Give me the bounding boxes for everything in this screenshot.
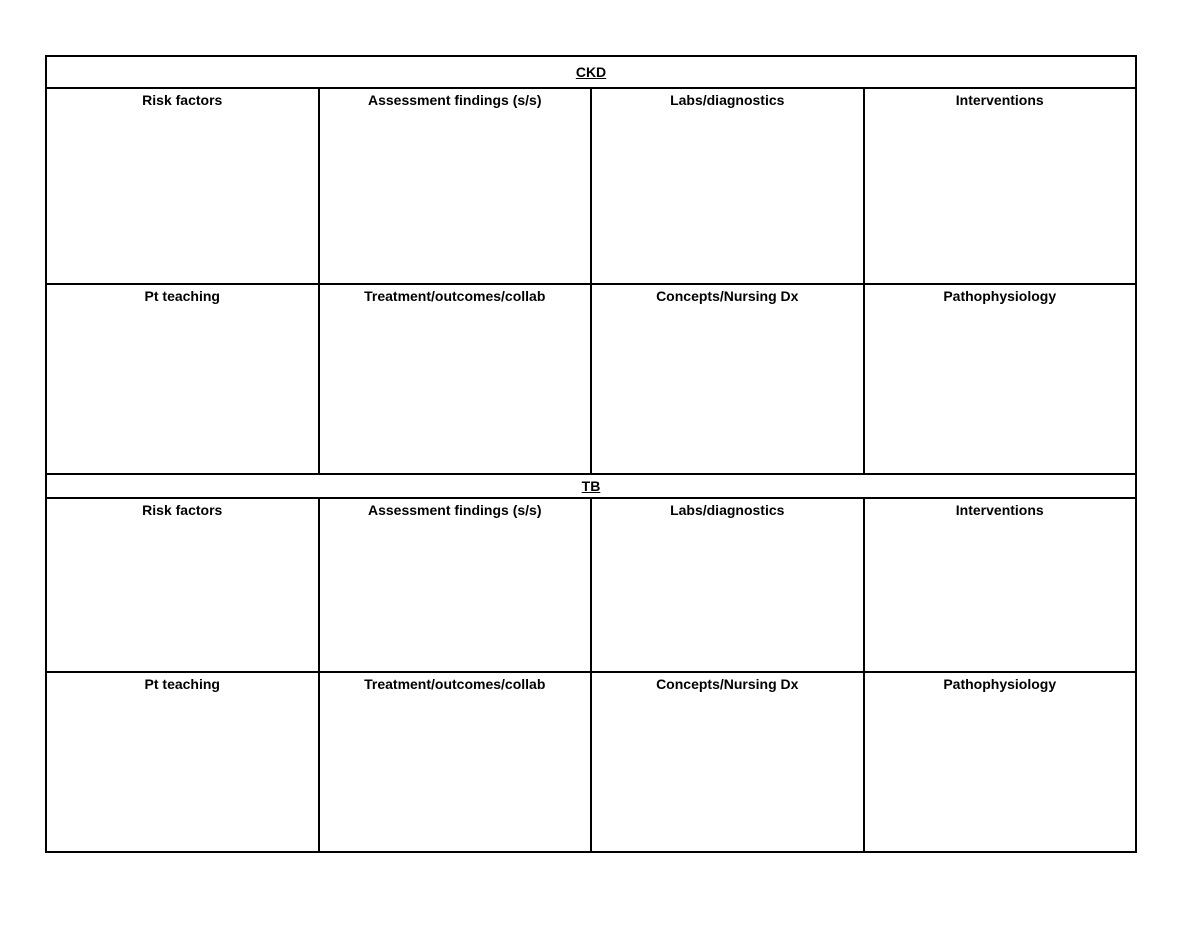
cell-risk-factors[interactable]: [46, 498, 319, 672]
section-row-bottom: [46, 672, 1136, 852]
section-row-top: [46, 88, 1136, 284]
cell-heading: Pt teaching: [144, 676, 220, 692]
cell-heading: Risk factors: [142, 92, 223, 108]
section-title-ckd: CKD: [46, 56, 1136, 88]
cell-concepts-nursing-dx[interactable]: [591, 672, 864, 852]
cell-heading: Assessment findings (s/s): [368, 502, 542, 518]
cell-interventions[interactable]: [864, 498, 1137, 672]
cell-heading: Concepts/Nursing Dx: [656, 288, 799, 304]
section-title-tb: TB: [46, 474, 1136, 498]
cell-heading: Treatment/outcomes/collab: [364, 676, 546, 692]
cell-assessment-findings[interactable]: [319, 88, 592, 284]
cell-pt-teaching[interactable]: [46, 284, 319, 474]
cell-heading: Concepts/Nursing Dx: [656, 676, 799, 692]
section-row-bottom: [46, 284, 1136, 474]
cell-treatment-outcomes[interactable]: [319, 284, 592, 474]
cell-labs-diagnostics[interactable]: [591, 498, 864, 672]
cell-heading: Risk factors: [142, 502, 223, 518]
cell-heading: Assessment findings (s/s): [368, 92, 542, 108]
cell-pathophysiology[interactable]: [864, 672, 1137, 852]
section-row-top: [46, 498, 1136, 672]
cell-concepts-nursing-dx[interactable]: [591, 284, 864, 474]
cell-treatment-outcomes[interactable]: [319, 672, 592, 852]
cell-heading: Interventions: [955, 92, 1044, 108]
cell-heading: Interventions: [955, 502, 1044, 518]
cell-heading: Labs/diagnostics: [670, 92, 785, 108]
section-title-row: [46, 474, 1136, 498]
cell-heading: Pt teaching: [144, 288, 220, 304]
cell-heading: Pathophysiology: [943, 288, 1057, 304]
cell-heading: Pathophysiology: [943, 676, 1057, 692]
cell-pathophysiology[interactable]: [864, 284, 1137, 474]
cell-pt-teaching[interactable]: [46, 672, 319, 852]
section-title-row: [46, 56, 1136, 88]
cell-labs-diagnostics[interactable]: [591, 88, 864, 284]
cell-risk-factors[interactable]: [46, 88, 319, 284]
study-grid-table: [45, 55, 1137, 853]
cell-assessment-findings[interactable]: [319, 498, 592, 672]
cell-interventions[interactable]: [864, 88, 1137, 284]
cell-heading: Treatment/outcomes/collab: [364, 288, 546, 304]
cell-heading: Labs/diagnostics: [670, 502, 785, 518]
